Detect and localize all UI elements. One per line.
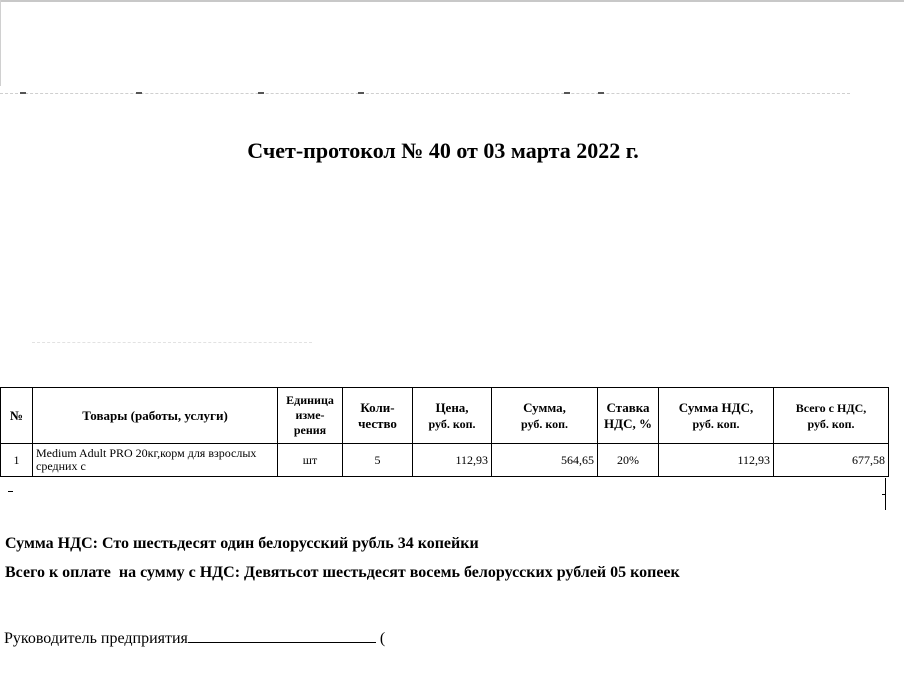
cut-mark-right	[882, 494, 885, 495]
faint-separator	[32, 342, 312, 343]
signature-blank	[188, 628, 376, 643]
header-goods: Товары (работы, услуги)	[33, 388, 278, 444]
cell-vat-sum: 112,93	[659, 444, 774, 477]
header-num: №	[1, 388, 33, 444]
signature-line	[4, 628, 385, 648]
cell-total: 677,58	[774, 444, 889, 477]
cell-qty: 5	[343, 444, 413, 477]
table-row	[1, 444, 889, 477]
cell-unit: шт	[278, 444, 343, 477]
items-table	[0, 387, 889, 477]
signature-label: Руководитель предприятия	[4, 630, 188, 647]
total-amount-text: Всего к оплате на сумму с НДС: Девятьсот шестьдесят восемь белорусских рублей 05 копеек	[5, 564, 680, 581]
cell-sum: 564,65	[492, 444, 598, 477]
cell-num: 1	[1, 444, 33, 477]
header-vat-rate: Ставка НДС, %	[598, 388, 659, 444]
header-separator	[0, 93, 850, 94]
header-qty: Коли- чество	[343, 388, 413, 444]
cell-vat-rate: 20%	[598, 444, 659, 477]
left-border	[0, 0, 1, 86]
cell-price: 112,93	[413, 444, 492, 477]
cell-goods: Medium Adult PRO 20кг,корм для взрослых средних с	[33, 444, 278, 477]
signature-paren: (	[379, 630, 386, 647]
header-vat-sum: Сумма НДС, руб. коп.	[659, 388, 774, 444]
table-header-row	[1, 388, 889, 444]
cut-border-right	[885, 478, 886, 510]
document-title: Счет-протокол № 40 от 03 марта 2022 г.	[247, 138, 639, 163]
top-border	[0, 0, 904, 2]
header-total: Всего с НДС, руб. коп.	[774, 388, 889, 444]
cut-mark-left	[8, 491, 13, 492]
header-price: Цена, руб. коп.	[413, 388, 492, 444]
header-unit: Единица изме- рения	[278, 388, 343, 444]
vat-amount-text: Сумма НДС: Сто шестьдесят один белорусский рубль 34 копейки	[5, 535, 479, 552]
header-sum: Сумма, руб. коп.	[492, 388, 598, 444]
